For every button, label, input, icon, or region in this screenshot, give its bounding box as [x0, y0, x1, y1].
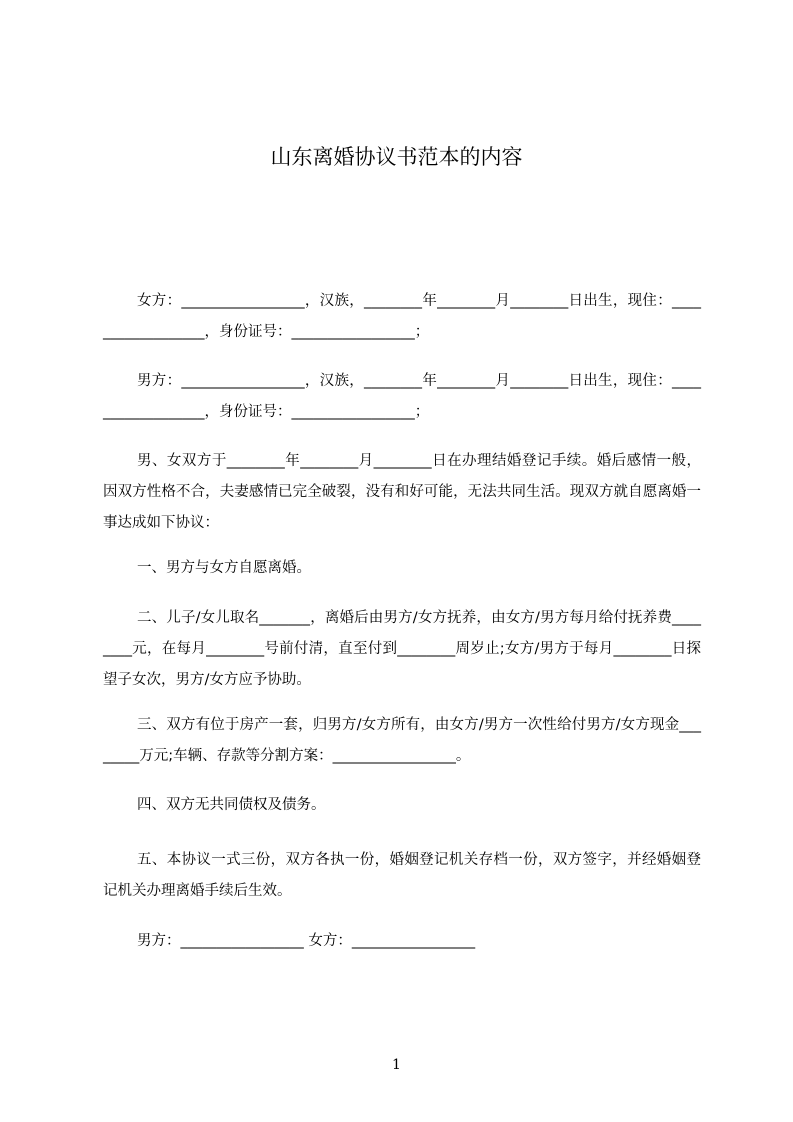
clause-5-effectiveness: 五、本协议一式三份，双方各执一份，婚姻登记机关存档一份，双方签字，并经婚姻登记机关办理离婚手续后生效。 [103, 852, 701, 899]
clause-2-child-custody: 二、儿子/女儿取名_______，离婚后由男方/女方抚养，由女方/男方每月给付抚养费________元，在每月________号前付清，直至付到________周岁止;女方/男方于每月________日探望子女次，男方/女方应予协助。 [103, 610, 701, 688]
marriage-intro-paragraph: 男、女双方于________年________月________日在办理结婚登记手续。婚后感情一般，因双方性格不合，夫妻感情已完全破裂，没有和好可能，无法共同生活。现双方就自愿离婚一事达成如下协议： [103, 453, 701, 531]
page-number: 1 [392, 1057, 401, 1073]
clause-4-debts: 四、双方无共同债权及债务。 [137, 797, 326, 813]
male-party-info: 男方：_________________，汉族，________年________月________日出生，现住：__________________，身份证号：_________________； [103, 373, 701, 420]
female-party-info: 女方：_________________，汉族，________年________月________日出生，现住：__________________，身份证号：_________________； [103, 293, 701, 340]
clause-1-divorce: 一、男方与女方自愿离婚。 [137, 560, 311, 576]
document-title: 山东离婚协议书范本的内容 [270, 145, 523, 169]
clause-3-property: 三、双方有位于房产一套，归男方/女方所有，由女方/男方一次性给付男方/女方现金________万元;车辆、存款等分割方案：_________________。 [103, 717, 701, 764]
signature-line: 男方：_________________ 女方：_________________ [137, 933, 476, 949]
